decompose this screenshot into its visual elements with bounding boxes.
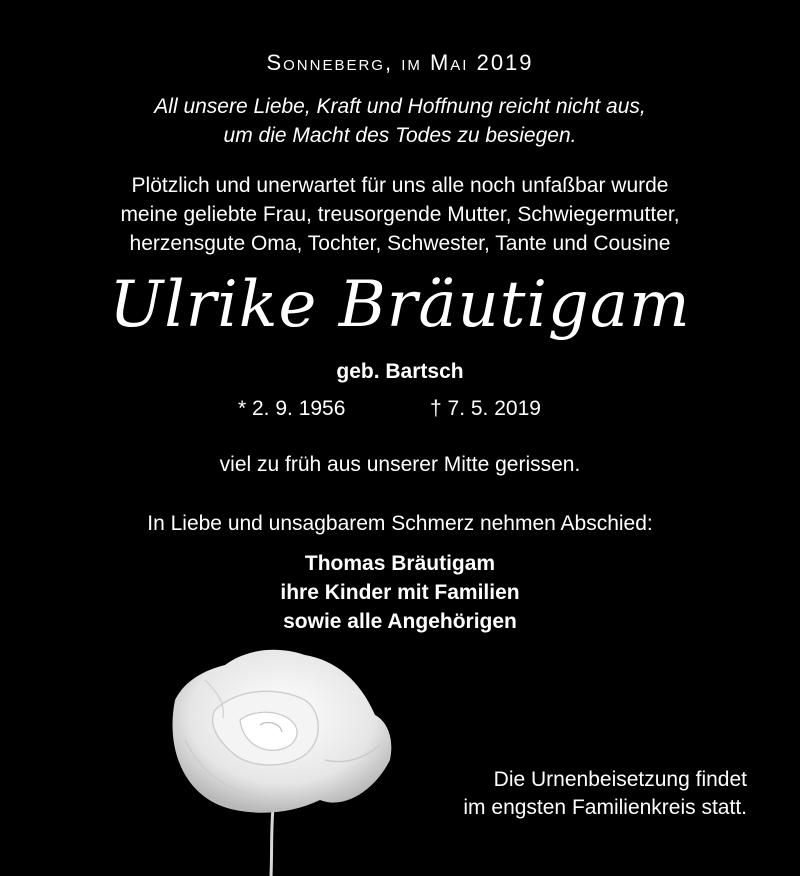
white-rose-image <box>145 640 405 876</box>
closing-line: viel zu früh aus unserer Mitte gerissen. <box>219 453 581 476</box>
death-date: † 7. 5. 2019 <box>430 397 541 420</box>
mourner-line-1: Thomas Bräutigam <box>304 552 496 575</box>
intro-line-2: meine geliebte Frau, treusorgende Mutter, Schwiegermutter, <box>120 203 680 226</box>
quote <box>0 92 800 150</box>
intro-line-3: herzensgute Oma, Tochter, Schwester, Tante und Cousine <box>129 232 671 255</box>
birth-name: geb. Bartsch <box>336 360 464 383</box>
mourner-line-2: ihre Kinder mit Familien <box>280 581 520 604</box>
quote-line-2: um die Macht des Todes zu besiegen. <box>223 124 577 147</box>
deceased-name: Ulrike Bräutigam <box>109 268 691 342</box>
place-date: Sonneberg, im Mai 2019 <box>266 50 534 75</box>
intro-line-1: Plötzlich und unerwartet für uns alle noch unfaßbar wurde <box>131 174 669 197</box>
burial-line-2: im engsten Familienkreis statt. <box>463 796 747 819</box>
mourners-list <box>0 549 800 636</box>
quote-line-1: All unsere Liebe, Kraft und Hoffnung reicht nicht aus, <box>154 95 646 118</box>
burial-line-1: Die Urnenbeisetzung findet <box>493 768 747 791</box>
birth-date: * 2. 9. 1956 <box>238 397 346 420</box>
burial-note <box>387 766 747 822</box>
mourner-line-3: sowie alle Angehörigen <box>283 610 517 633</box>
farewell-line: In Liebe und unsagbarem Schmerz nehmen Abschied: <box>147 512 653 535</box>
intro-text <box>0 171 800 258</box>
